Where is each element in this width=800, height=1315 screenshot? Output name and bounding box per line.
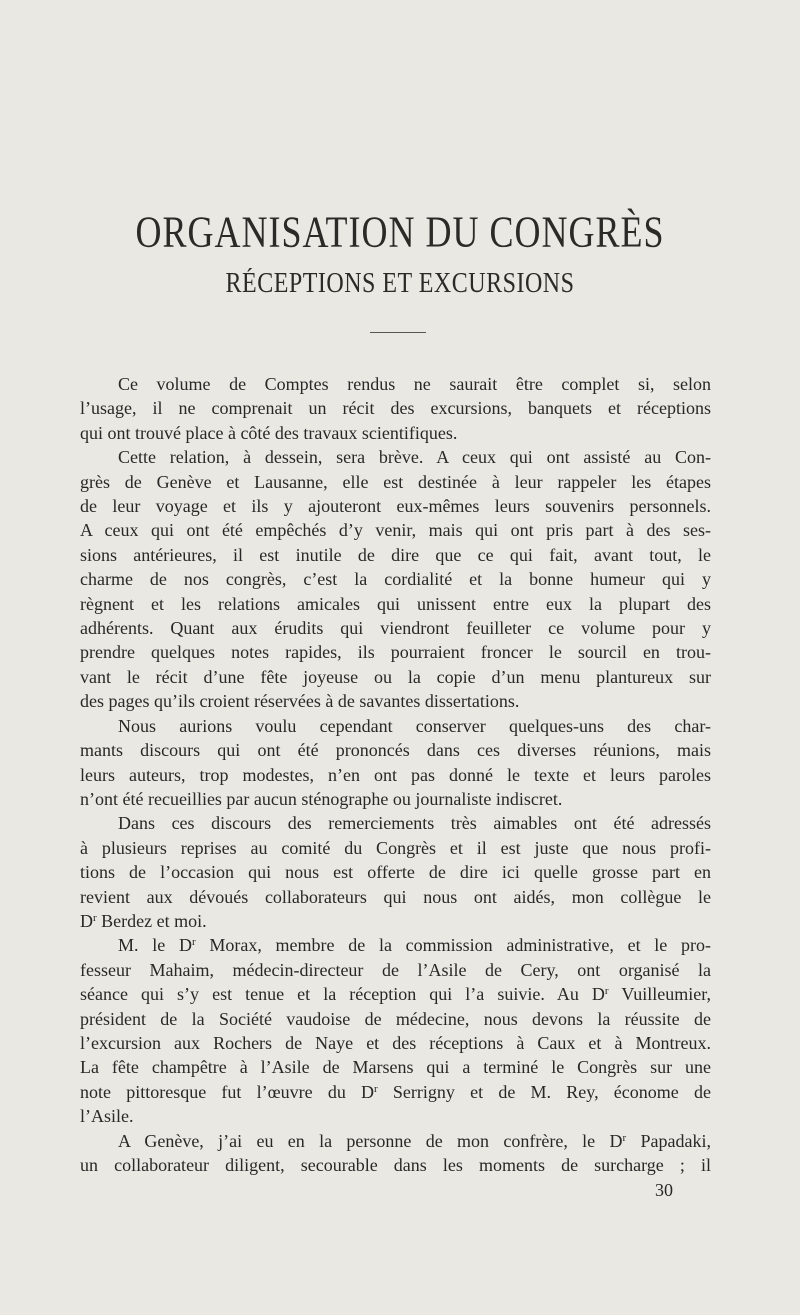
text-line: $D^r$ Berdez et moi. (80, 910, 207, 931)
text-line: fesseur Mahaim, médecin-directeur de l’Asile de Cery, ont organisé la (80, 959, 711, 980)
text-line: l’excursion aux Rochers de Naye et des réceptions à Caux et à Montreux. (80, 1032, 711, 1053)
text-line: séance qui s’y est tenue et la réception qui l’a suivie. Au $D^r$ Vuilleumier, (80, 984, 711, 1005)
text-line: l’Asile. (80, 1106, 134, 1127)
body-text (80, 372, 711, 1177)
text-line: un collaborateur diligent, secourable dans les moments de surcharge ; il (80, 1155, 711, 1175)
text-line: sions antérieures, il est inutile de dire que ce qui fait, avant tout, le (80, 544, 711, 565)
text-line: l’usage, il ne comprenait un récit des excursions, banquets et réceptions (80, 398, 711, 419)
page-title: ORGANISATION DU CONGRÈS (135, 207, 665, 257)
text-line: revient aux dévoués collaborateurs qui nous ont aidés, mon collègue le (80, 886, 711, 907)
page-number: 30 (655, 1180, 673, 1200)
text-line: mants discours qui ont été prononcés dans ces diverses réunions, mais (80, 740, 711, 761)
text-line: de leur voyage et ils y ajouteront eux-mêmes leurs souvenirs personnels. (80, 496, 711, 517)
text-line: président de la Société vaudoise de médecine, nous devons la réussite de (80, 1008, 711, 1029)
text-line: A ceux qui ont été empêchés d’y venir, mais qui ont pris part à des ses- (80, 520, 711, 541)
text-line: Cette relation, à dessein, sera brève. A ceux qui ont assisté au Con- (118, 447, 711, 468)
text-line: qui ont trouvé place à côté des travaux scientifiques. (80, 422, 458, 443)
text-line: La fête champêtre à l’Asile de Marsens qui a terminé le Congrès sur une (80, 1057, 711, 1078)
text-line: prendre quelques notes rapides, ils pourraient froncer le sourcil en trou- (80, 642, 711, 663)
text-line: leurs auteurs, trop modestes, n’en ont pas donné le texte et leurs paroles (80, 764, 711, 785)
text-line: Dans ces discours des remerciements très aimables ont été adressés (118, 813, 711, 834)
text-line: charme de nos congrès, c’est la cordialité et la bonne humeur qui y (80, 569, 711, 590)
text-line: n’ont été recueillies par aucun sténographe ou journaliste indiscret. (80, 788, 563, 809)
text-line: Nous aurions voulu cependant conserver quelques-uns des char- (118, 715, 711, 736)
text-line: tions de l’occasion qui nous est offerte de dire ici quelle grosse part en (80, 862, 711, 883)
text-line: A Genève, j’ai eu en la personne de mon confrère, le $D^r$ Papadaki, (118, 1130, 712, 1151)
text-line: adhérents. Quant aux érudits qui viendront feuilleter ce volume pour y (80, 618, 711, 639)
text-line: règnent et les relations amicales qui unissent entre eux la plupart des (80, 593, 711, 614)
text-line: vant le récit d’une fête joyeuse ou la copie d’un menu plantureux sur (80, 666, 711, 687)
text-line: M. le $D^r$ Morax, membre de la commission administrative, et le pro- (118, 935, 711, 956)
text-line: à plusieurs reprises au comité du Congrès et il est juste que nous profi- (80, 837, 711, 858)
title-divider (370, 332, 426, 333)
page-subtitle: RÉCEPTIONS ET EXCURSIONS (225, 268, 575, 300)
text-line: des pages qu’ils croient réservées à de savantes dissertations. (80, 691, 520, 712)
text-line: Ce volume de Comptes rendus ne saurait être complet si, selon (118, 374, 711, 394)
text-line: grès de Genève et Lausanne, elle est destinée à leur rappeler les étapes (80, 471, 711, 492)
text-line: note pittoresque fut l’œuvre du $D^r$ Serrigny et de M. Rey, économe de (80, 1081, 711, 1102)
